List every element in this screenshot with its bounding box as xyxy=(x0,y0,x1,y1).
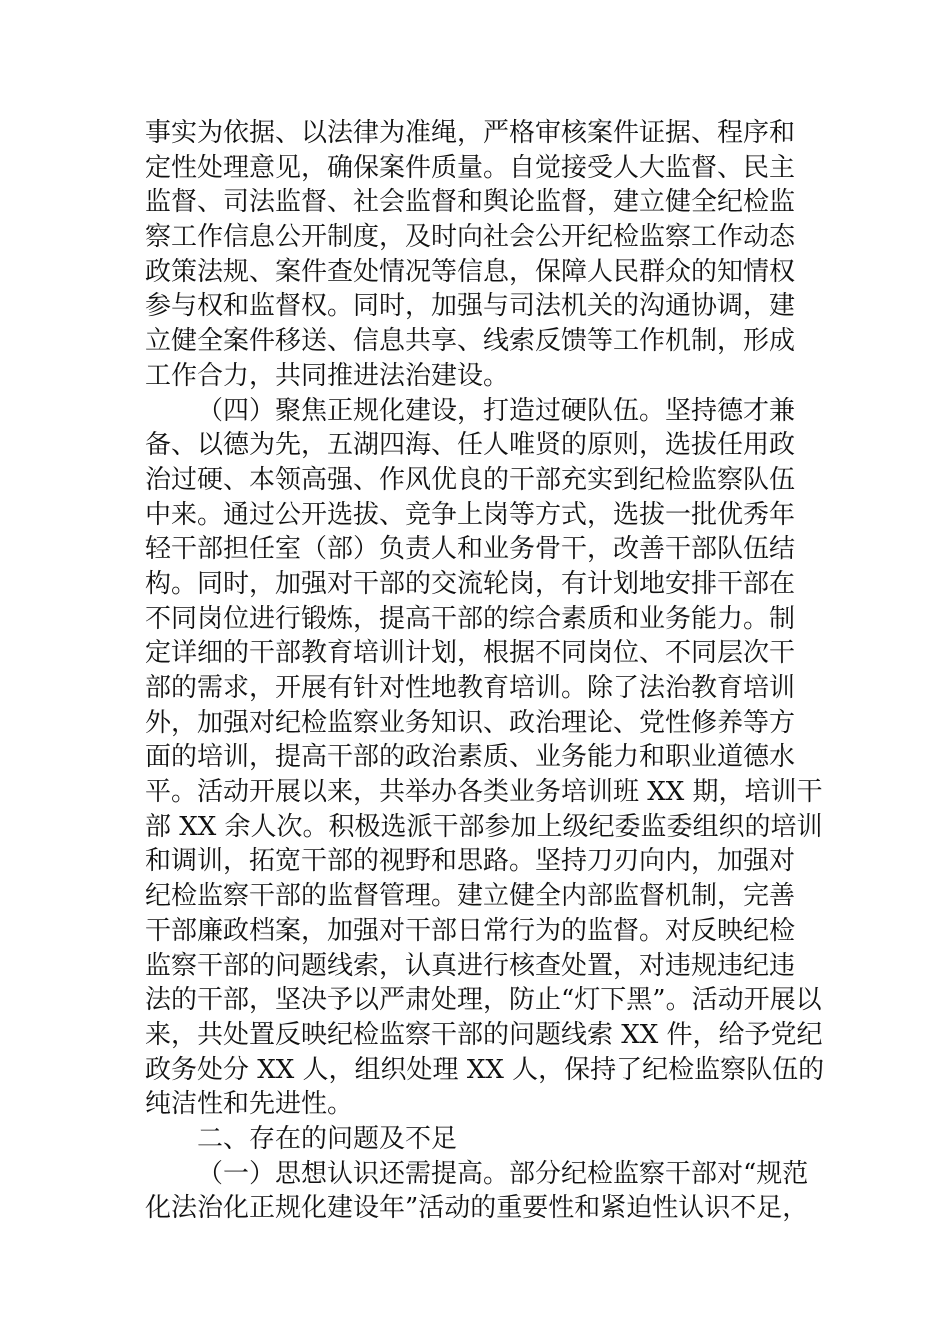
text-line: 部 XX 余人次。积极选派干部参加上级纪委监委组织的培训 xyxy=(145,811,823,842)
text-line: 察工作信息公开制度，及时向社会公开纪检监察工作动态 xyxy=(145,222,796,253)
text-line: 部的需求，开展有针对性地教育培训。除了法治教育培训 xyxy=(145,673,796,703)
text-line: 定详细的干部教育培训计划，根据不同岗位、不同层次干 xyxy=(145,638,796,669)
section-heading-four: （四）聚焦正规化建设，打造过硬队伍。坚持德才兼 xyxy=(197,395,796,426)
text-line: 事实为依据、以法律为准绳，严格审核案件证据、程序和 xyxy=(145,118,796,148)
text-line: 干部廉政档案，加强对干部日常行为的监督。对反映纪检 xyxy=(145,915,796,946)
text-line: 法的干部，坚决予以严肃处理，防止“灯下黑”。活动开展以 xyxy=(145,985,822,1016)
text-line: 来，共处置反映纪检监察干部的问题线索 XX 件，给予党纪 xyxy=(145,1019,823,1050)
text-line: 纯洁性和先进性。 xyxy=(145,1089,354,1120)
text-line: 监督、司法监督、社会监督和舆论监督，建立健全纪检监 xyxy=(145,187,796,218)
text-line: 定性处理意见，确保案件质量。自觉接受人大监督、民主 xyxy=(145,152,796,183)
text-line: 面的培训，提高干部的政治素质、业务能力和职业道德水 xyxy=(145,742,796,773)
text-line: 参与权和监督权。同时，加强与司法机关的沟通协调，建 xyxy=(145,291,796,322)
text-line: 备、以德为先，五湖四海、任人唯贤的原则，选拔任用政 xyxy=(145,430,796,461)
text-line: 治过硬、本领高强、作风优良的干部充实到纪检监察队伍 xyxy=(145,464,796,495)
section-heading-problems: 二、存在的问题及不足 xyxy=(197,1123,458,1154)
text-line: 立健全案件移送、信息共享、线索反馈等工作机制，形成 xyxy=(145,326,796,357)
subsection-heading-one: （一）思想认识还需提高。部分纪检监察干部对“规范 xyxy=(197,1158,809,1189)
text-line: 中来。通过公开选拔、竞争上岗等方式，选拔一批优秀年 xyxy=(145,499,796,530)
text-line: 轻干部担任室（部）负责人和业务骨干，改善干部队伍结 xyxy=(145,534,796,565)
text-line: 构。同时，加强对干部的交流轮岗，有计划地安排干部在 xyxy=(145,568,796,599)
text-line: 外，加强对纪检监察业务知识、政治理论、党性修养等方 xyxy=(145,707,796,738)
text-line: 工作合力，共同推进法治建设。 xyxy=(145,360,510,391)
text-line: 化法治化正规化建设年”活动的重要性和紧迫性认识不足， xyxy=(145,1193,809,1224)
text-line: 纪检监察干部的监督管理。建立健全内部监督机制，完善 xyxy=(145,881,796,912)
text-line: 和调训，拓宽干部的视野和思路。坚持刀刃向内，加强对 xyxy=(145,846,796,877)
body-text xyxy=(145,116,825,1226)
text-line: 不同岗位进行锻炼，提高干部的综合素质和业务能力。制 xyxy=(145,603,796,634)
text-line: 政策法规、案件查处情况等信息，保障人民群众的知情权 xyxy=(145,256,796,287)
text-line: 政务处分 XX 人，组织处理 XX 人，保持了纪检监察队伍的 xyxy=(145,1054,825,1085)
text-line: 平。活动开展以来，共举办各类业务培训班 XX 期，培训干 xyxy=(145,777,823,808)
text-line: 监察干部的问题线索，认真进行核查处置，对违规违纪违 xyxy=(145,950,796,981)
